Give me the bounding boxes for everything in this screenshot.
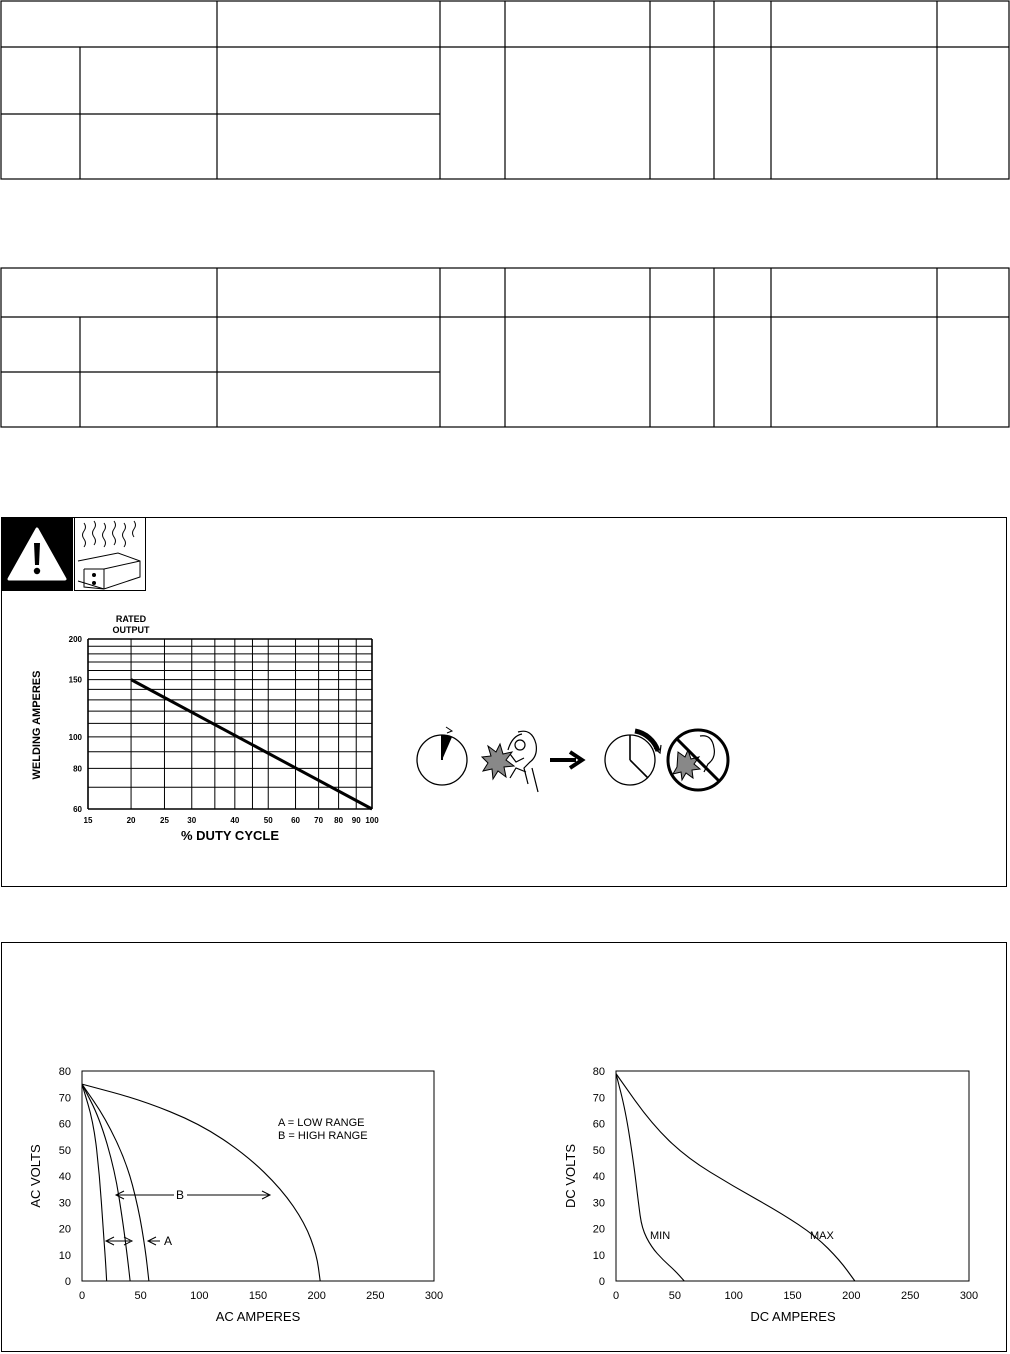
- dc-tick-labels: [593, 1066, 978, 1302]
- duty-cycle-pictogram: [410, 720, 740, 795]
- ac-curves: [82, 1084, 320, 1281]
- ac-x-tick: 150: [248, 1290, 268, 1302]
- dc-x-tick: 250: [900, 1290, 920, 1302]
- duty-x-tick: 50: [263, 816, 273, 825]
- dc-label-max: MAX: [810, 1230, 834, 1242]
- duty-grid: [88, 639, 372, 809]
- ac-y-tick: 20: [58, 1223, 71, 1236]
- ac-y-axis-label: AC VOLTS: [28, 1144, 43, 1208]
- duty-y-tick: 80: [73, 764, 82, 774]
- duty-cycle-line: [131, 680, 372, 809]
- dc-y-axis-label: DC VOLTS: [563, 1143, 578, 1209]
- duty-x-tick: 40: [230, 816, 240, 825]
- ac-curve: [82, 1084, 149, 1281]
- rated-output-label-2: OUTPUT: [112, 625, 150, 635]
- dc-x-tick: 0: [612, 1290, 620, 1302]
- ac-label-a: A: [163, 1234, 173, 1248]
- dc-y-tick: 10: [592, 1249, 605, 1262]
- ac-x-tick: 100: [190, 1290, 209, 1302]
- ac-y-tick: 10: [58, 1249, 71, 1262]
- ac-curve: [82, 1084, 320, 1281]
- dc-curve: [616, 1074, 855, 1281]
- ac-y-tick: 30: [58, 1197, 71, 1210]
- ac-legend-b: B = HIGH RANGE: [278, 1130, 368, 1142]
- spec-table-2: [0, 267, 1010, 429]
- ac-x-tick: 50: [134, 1290, 147, 1302]
- warning-triangle-icon: [1, 517, 73, 591]
- ac-y-tick: 50: [58, 1144, 71, 1157]
- dc-curves: [616, 1074, 855, 1281]
- ac-volt-ampere-chart: [20, 1055, 460, 1330]
- ac-y-tick: 0: [64, 1276, 71, 1288]
- ac-y-tick: 40: [58, 1171, 71, 1183]
- dc-curve: [616, 1074, 684, 1281]
- dc-y-tick: 50: [592, 1144, 605, 1157]
- ac-y-tick: 70: [58, 1092, 71, 1105]
- dc-x-tick: 150: [783, 1290, 802, 1302]
- duty-x-tick: 30: [187, 816, 197, 825]
- duty-x-tick: 80: [334, 816, 344, 825]
- duty-x-tick: 60: [291, 816, 300, 825]
- duty-x-tick: 25: [160, 816, 169, 825]
- duty-y-tick: 100: [68, 732, 82, 742]
- ac-label-a-arrows: [106, 1237, 160, 1245]
- dc-y-tick: 30: [592, 1197, 605, 1210]
- duty-y-tick: 150: [68, 675, 82, 685]
- ac-curve: [82, 1084, 107, 1281]
- ac-x-tick: 200: [307, 1290, 326, 1302]
- spec-table-1: [0, 0, 1010, 182]
- dc-x-axis-label: DC AMPERES: [750, 1309, 836, 1324]
- weld-spark-icon: [482, 744, 514, 779]
- dc-x-tick: 100: [724, 1290, 743, 1302]
- duty-x-tick: 20: [126, 816, 136, 825]
- ac-label-b: B: [175, 1188, 185, 1202]
- overheating-machine-icon: [74, 517, 146, 591]
- ac-x-tick: 300: [424, 1290, 444, 1302]
- dc-volt-ampere-chart: [555, 1055, 995, 1330]
- ac-y-tick: 80: [58, 1066, 71, 1078]
- duty-x-tick: 100: [365, 816, 379, 825]
- ac-label-b-arrows: [116, 1191, 270, 1199]
- duty-x-tick: 90: [351, 816, 361, 825]
- dc-y-tick: 0: [598, 1276, 605, 1288]
- ac-x-axis-label: AC AMPERES: [215, 1309, 301, 1324]
- dc-y-tick: 70: [592, 1092, 605, 1105]
- duty-y-axis-label: WELDING AMPERES: [31, 670, 43, 780]
- dc-x-tick: 50: [668, 1290, 681, 1302]
- ac-x-tick: 250: [366, 1290, 385, 1302]
- duty-y-tick: 200: [68, 635, 82, 644]
- dc-y-tick: 40: [592, 1171, 605, 1183]
- ac-y-tick: 60: [58, 1118, 71, 1131]
- dc-y-tick: 80: [592, 1066, 605, 1078]
- right-arrow-icon: [550, 752, 582, 768]
- duty-y-tick: 60: [73, 805, 82, 814]
- duty-x-tick: 15: [83, 816, 93, 825]
- dc-x-tick: 300: [959, 1290, 979, 1302]
- dc-y-tick: 20: [592, 1223, 605, 1236]
- dc-y-tick: 60: [592, 1118, 605, 1131]
- ac-curve: [82, 1084, 130, 1281]
- duty-x-tick: 70: [314, 816, 324, 825]
- duty-cycle-chart: [20, 605, 390, 850]
- ac-x-tick: 0: [78, 1290, 86, 1302]
- no-welding-icon: [668, 730, 728, 790]
- duty-x-axis-label: % DUTY CYCLE: [181, 828, 279, 843]
- clock-short-icon: [417, 727, 467, 785]
- dc-label-min: MIN: [650, 1230, 671, 1242]
- rated-output-label-1: RATED: [115, 614, 147, 624]
- clock-long-icon: [605, 731, 661, 785]
- dc-x-tick: 200: [842, 1290, 861, 1302]
- ac-legend-a: A = LOW RANGE: [278, 1117, 365, 1129]
